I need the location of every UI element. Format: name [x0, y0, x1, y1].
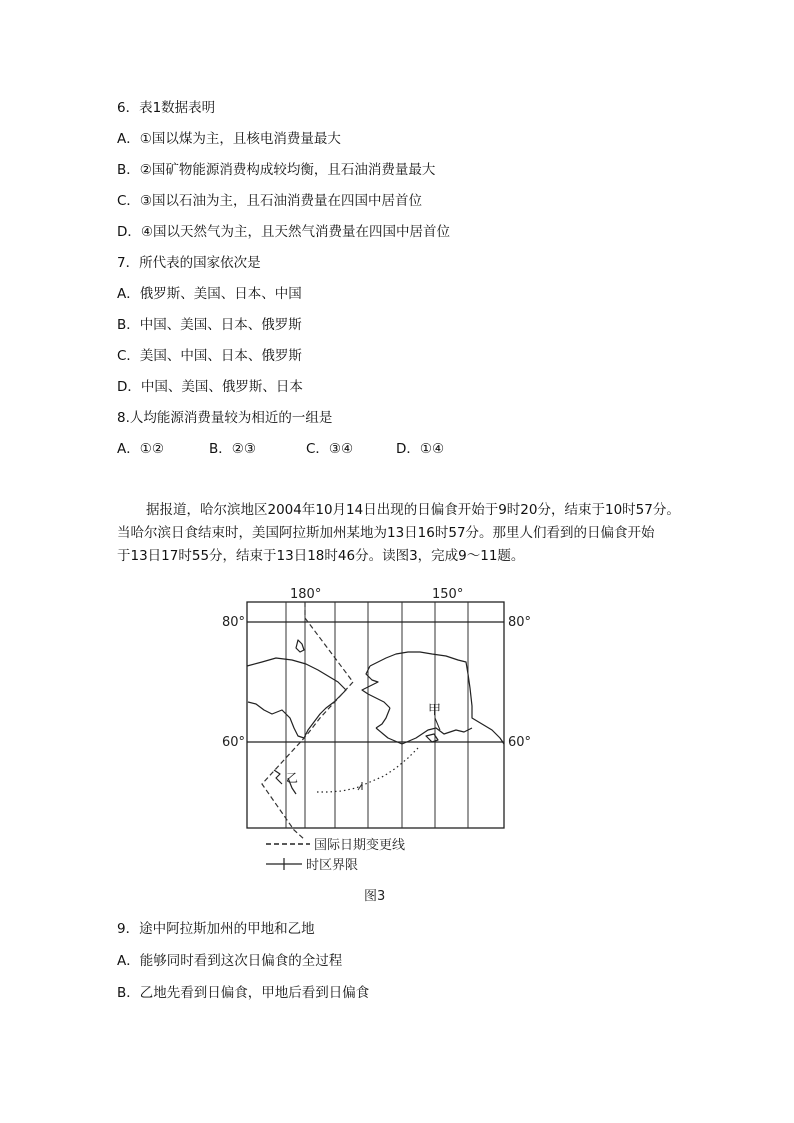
place-jia-label: 甲: [428, 703, 442, 718]
q6-option-c: C．③国以石油为主，且石油消费量在四国中居首位: [117, 193, 423, 209]
q7-stem: 7．所代表的国家依次是: [117, 255, 261, 271]
lon-180-label: 180°: [290, 587, 322, 602]
chukotka-coast: [247, 658, 346, 738]
q9-option-a: A．能够同时看到这次日偏食的全过程: [117, 953, 343, 969]
q7-option-d: D．中国、美国、俄罗斯、日本: [117, 379, 303, 395]
q6-stem: 6．表1数据表明: [117, 100, 216, 116]
kuril-island-a: [274, 770, 282, 784]
passage-line-1: 据报道，哈尔滨地区2004年10月14日出现的日偏食开始于9时20分，结束于10时57分。: [146, 502, 680, 518]
q8-option-a: A．①②: [117, 441, 164, 457]
passage-line-3: 于13日17时55分，结束于13日18时46分。读图3，完成9～11题。: [117, 548, 525, 564]
wrangel-island: [296, 640, 304, 652]
q8-options: [117, 440, 444, 458]
alaska-southwest-coast: [376, 708, 390, 728]
passage-line-2: 当哈尔滨日食结束时，美国阿拉斯加州某地为13日16时57分。那里人们看到的日偏食开始: [117, 525, 655, 541]
lat-80-left-label: 80°: [222, 615, 246, 630]
q6-option-a: A．①国以煤为主，且核电消费量最大: [117, 131, 341, 147]
q9-option-b: B．乙地先看到日偏食，甲地后看到日偏食: [117, 985, 370, 1001]
lat-80-right-label: 80°: [508, 615, 532, 630]
q8-option-b: B．②③: [209, 441, 256, 457]
q6-option-d: D．④国以天然气为主，且天然气消费量在四国中居首位: [117, 224, 450, 240]
international-date-line: [262, 602, 353, 840]
legend-dateline-label: 国际日期变更线: [314, 838, 406, 853]
q6-option-b: B．②国矿物能源消费构成较均衡，且石油消费量最大: [117, 162, 436, 178]
q7-option-c: C．美国、中国、日本、俄罗斯: [117, 348, 302, 364]
lat-60-left-label: 60°: [222, 735, 246, 750]
q8-option-c: C．③④: [306, 441, 354, 457]
figure-3-map: [210, 578, 540, 912]
legend-timezone-label: 时区界限: [306, 858, 359, 873]
kodiak-island: [426, 734, 438, 742]
figure-caption: 图3: [364, 889, 386, 904]
lat-60-right-label: 60°: [508, 735, 532, 750]
q7-option-b: B．中国、美国、日本、俄罗斯: [117, 317, 302, 333]
q8-stem: 8.人均能源消费量较为相近的一组是: [117, 410, 333, 426]
q8-option-d: D．①④: [396, 441, 445, 457]
lon-150-label: 150°: [432, 587, 464, 602]
map-svg: [210, 578, 540, 908]
passage: [117, 499, 680, 568]
alaska-west-coast: [362, 666, 390, 708]
q9-stem: 9．途中阿拉斯加州的甲地和乙地: [117, 921, 315, 937]
alaska-north-coast: [370, 652, 504, 744]
q7-option-a: A．俄罗斯、美国、日本、中国: [117, 286, 302, 302]
place-yi-label: 乙: [286, 771, 299, 785]
